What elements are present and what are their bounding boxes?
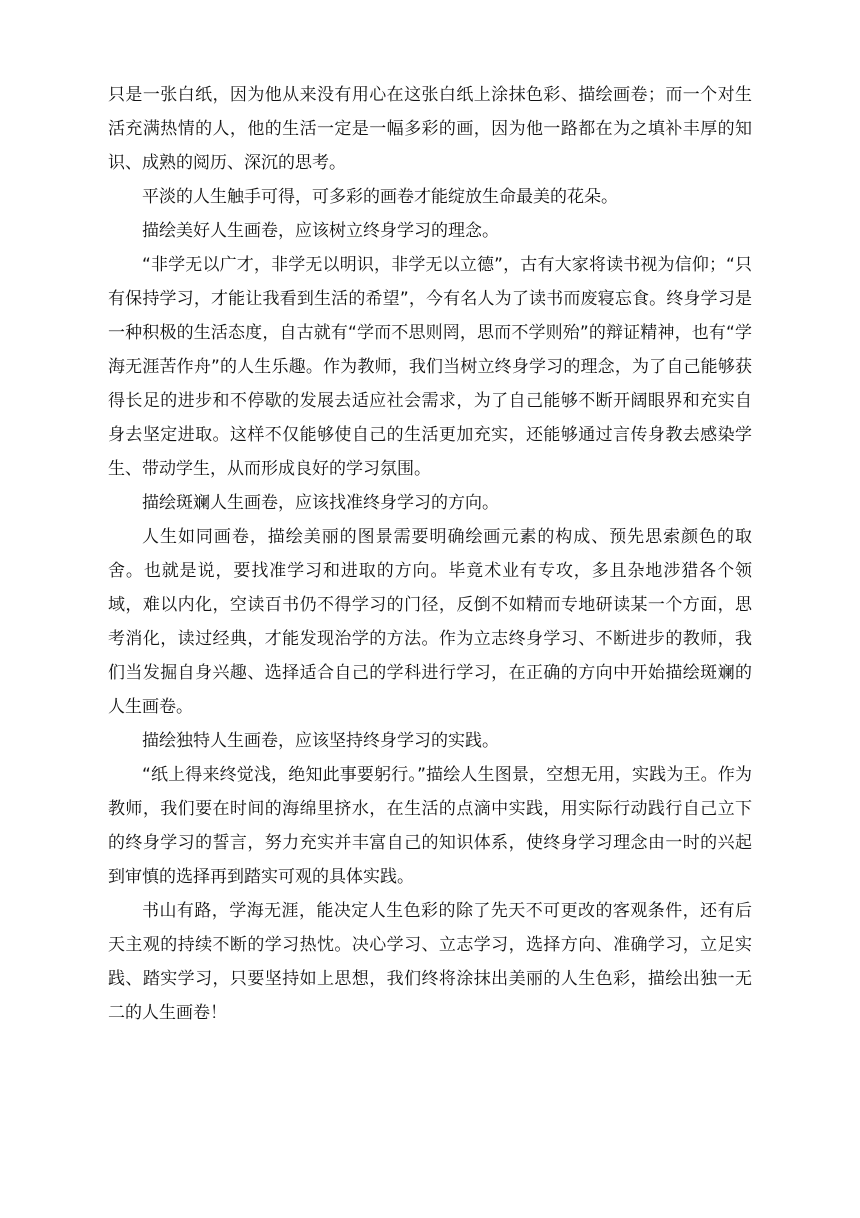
paragraph: “纸上得来终觉浅，绝知此事要躬行。”描绘人生图景，空想无用，实践为王。作为教师，我们要在时间的海绵里挤水，在生活的点滴中实践，用实际行动践行自己立下的终身学习的誓言，努力充实并丰富自己的知识体系，使终身学习理念由一时的兴起到审慎的选择再到踏实可观的具体实践。 <box>108 765 752 887</box>
section-heading: 描绘独特人生画卷，应该坚持终身学习的实践。 <box>142 731 499 751</box>
document-page <box>108 78 752 1030</box>
paragraph: “非学无以广才，非学无以明识，非学无以立德”，古有大家将读书视为信仰；“只有保持学习，才能让我看到生活的希望”，今有名人为了读书而废寝忘食。终身学习是一种积极的生活态度，自古就有“学而不思则罔，思而不学则殆”的辩证精神，也有“学海无涯苦作舟”的人生乐趣。作为教师，我们当树立终身学习的理念，为了自己能够获得长足的进步和不停歇的发展去适应社会需求，为了自己能够不断开阔眼界和充实自身去坚定进取。这样不仅能够使自己的生活更加充实，还能够通过言传身教去感染学生、带动学生，从而形成良好的学习氛围。 <box>108 255 752 479</box>
paragraph: 人生如同画卷，描绘美丽的图景需要明确绘画元素的构成、预先思索颜色的取舍。也就是说，要找准学习和进取的方向。毕竟术业有专攻，多且杂地涉猎各个领域，难以内化，空读百书仍不得学习的门径，反倒不如精而专地研读某一个方面，思考消化，读过经典，才能发现治学的方法。作为立志终身学习、不断进步的教师，我们当发掘自身兴趣、选择适合自己的学科进行学习，在正确的方向中开始描绘斑斓的人生画卷。 <box>108 527 752 717</box>
section-heading: 描绘美好人生画卷，应该树立终身学习的理念。 <box>142 221 499 241</box>
paragraph: 书山有路，学海无涯，能决定人生色彩的除了先天不可更改的客观条件，还有后天主观的持续不断的学习热忱。决心学习、立志学习，选择方向、准确学习，立足实践、踏实学习，只要坚持如上思想，我们终将涂抹出美丽的人生色彩，描绘出独一无二的人生画卷！ <box>108 901 752 1023</box>
paragraph-continued: 只是一张白纸，因为他从来没有用心在这张白纸上涂抹色彩、描绘画卷；而一个对生活充满热情的人，他的生活一定是一幅多彩的画，因为他一路都在为之填补丰厚的知识、成熟的阅历、深沉的思考。 <box>108 85 752 173</box>
section-heading: 描绘斑斓人生画卷，应该找准终身学习的方向。 <box>142 493 499 513</box>
paragraph: 平淡的人生触手可得，可多彩的画卷才能绽放生命最美的花朵。 <box>142 187 618 207</box>
